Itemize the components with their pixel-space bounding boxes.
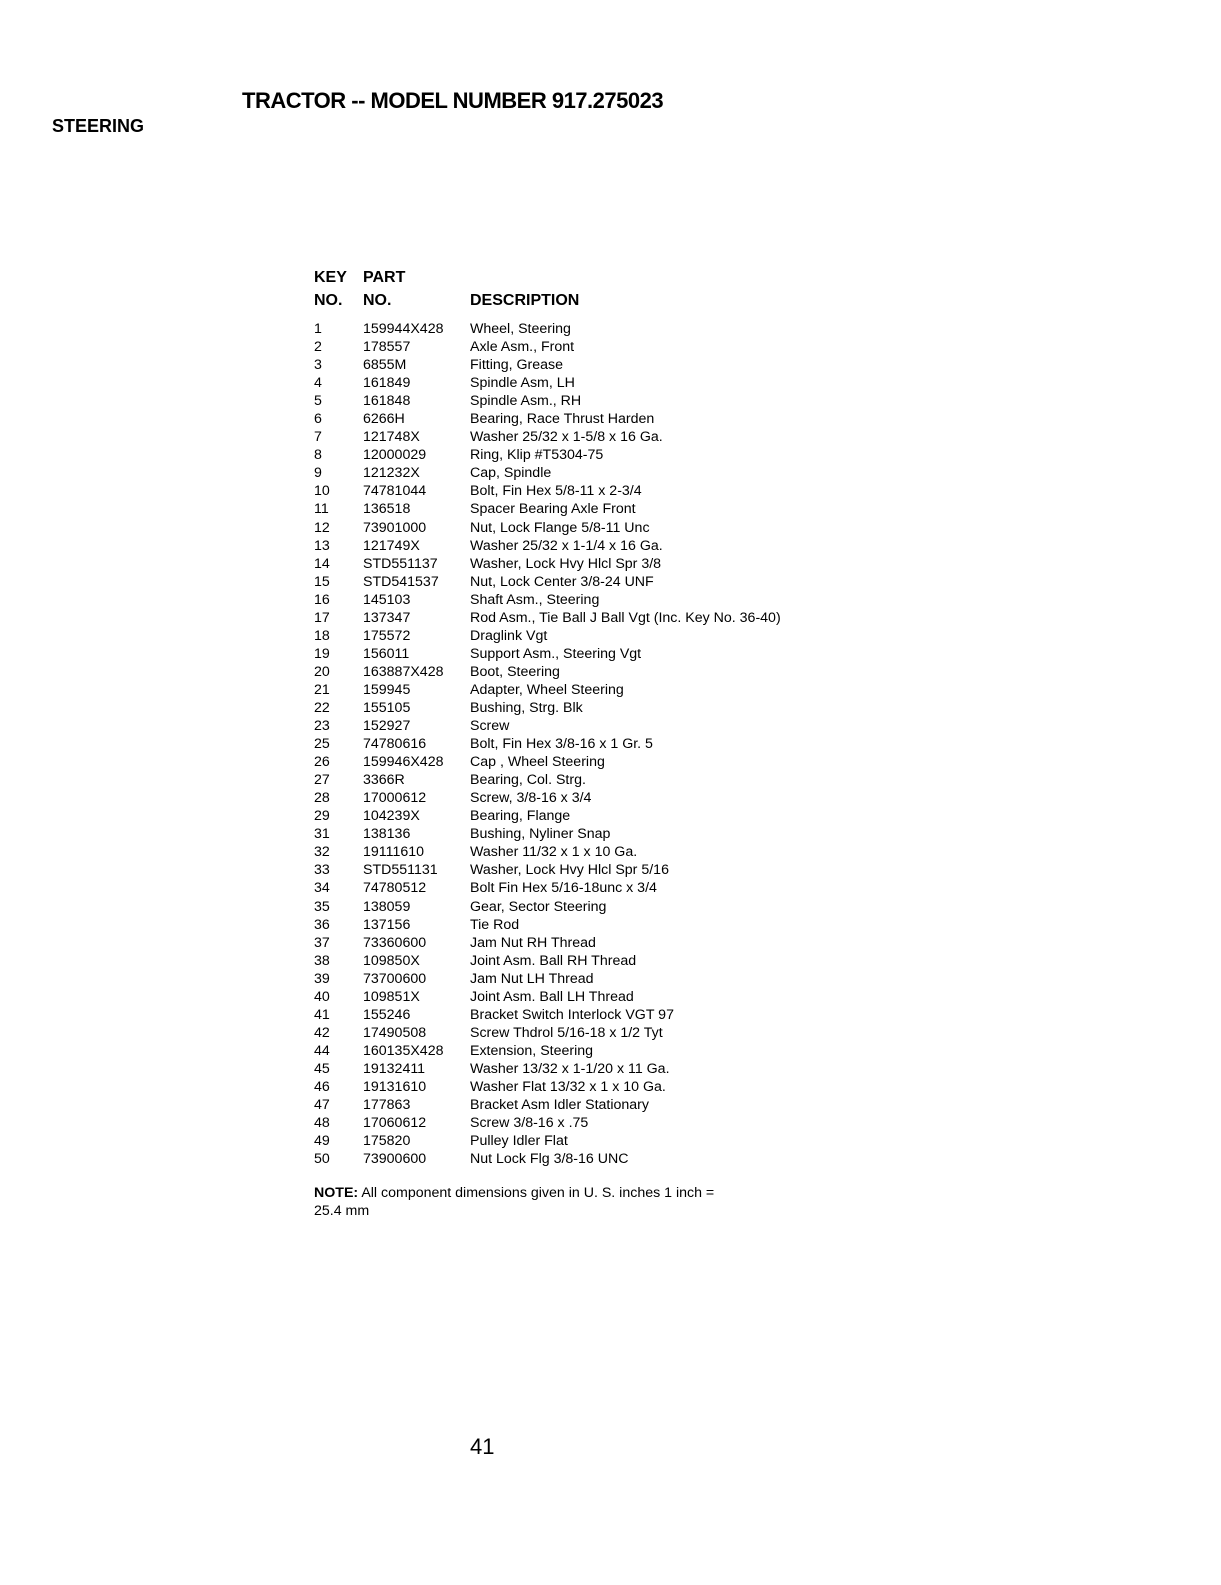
table-row xyxy=(314,537,954,555)
key-number: 41 xyxy=(314,1006,330,1023)
part-number: 145103 xyxy=(363,591,411,608)
part-description: Bearing, Race Thrust Harden xyxy=(470,411,655,428)
part-description: Washer 11/32 x 1 x 10 Ga. xyxy=(470,844,638,861)
part-number: 17000612 xyxy=(363,790,427,807)
table-row xyxy=(314,392,954,410)
key-number: 49 xyxy=(314,1133,330,1150)
table-row xyxy=(314,825,954,843)
part-description: Fitting, Grease xyxy=(470,357,564,374)
table-row xyxy=(314,428,954,446)
key-number: 27 xyxy=(314,772,330,789)
part-number: 163887X428 xyxy=(363,663,444,680)
table-row xyxy=(314,1150,954,1168)
key-number: 39 xyxy=(314,970,330,987)
table-row xyxy=(314,338,954,356)
parts-list xyxy=(314,320,954,1168)
part-number: 121232X xyxy=(363,465,420,482)
table-row xyxy=(314,1060,954,1078)
part-number: 136518 xyxy=(363,501,411,518)
key-number: 9 xyxy=(314,465,322,482)
part-number: 175820 xyxy=(363,1133,411,1150)
key-number: 44 xyxy=(314,1042,330,1059)
part-description: Draglink Vgt xyxy=(470,627,548,644)
part-number: 19132411 xyxy=(363,1060,426,1077)
part-description: Nut, Lock Center 3/8-24 UNF xyxy=(470,573,654,590)
part-number: 155105 xyxy=(363,699,411,716)
part-number: 19131610 xyxy=(363,1078,427,1095)
part-description: Bolt Fin Hex 5/16-18unc x 3/4 xyxy=(470,880,657,897)
part-description: Boot, Steering xyxy=(470,663,560,680)
table-row xyxy=(314,1042,954,1060)
table-row xyxy=(314,988,954,1006)
part-description: Screw xyxy=(470,718,510,735)
key-number: 7 xyxy=(314,429,322,446)
key-number: 1 xyxy=(314,321,322,337)
key-number: 47 xyxy=(314,1097,330,1114)
note-label: NOTE: xyxy=(314,1185,359,1201)
part-description: Bracket Asm Idler Stationary xyxy=(470,1097,649,1114)
part-number: STD551137 xyxy=(363,555,438,572)
part-number: 155246 xyxy=(363,1006,411,1023)
part-description: Jam Nut LH Thread xyxy=(470,970,594,987)
key-number: 22 xyxy=(314,699,330,716)
part-description: Jam Nut RH Thread xyxy=(470,934,596,951)
part-description: Gear, Sector Steering xyxy=(470,898,607,915)
part-number: 17490508 xyxy=(363,1024,427,1041)
part-number: 109850X xyxy=(363,952,420,969)
part-description: Wheel, Steering xyxy=(470,321,571,337)
part-description: Nut Lock Flg 3/8-16 UNC xyxy=(470,1151,629,1168)
part-description: Cap, Spindle xyxy=(470,465,552,482)
key-number: 20 xyxy=(314,663,330,680)
table-row xyxy=(314,663,954,681)
part-number: 138136 xyxy=(363,826,411,843)
key-number: 25 xyxy=(314,736,330,753)
table-row xyxy=(314,573,954,591)
part-description: Screw, 3/8-16 x 3/4 xyxy=(470,790,592,807)
key-number: 34 xyxy=(314,880,330,897)
part-description: Bolt, Fin Hex 5/8-11 x 2-3/4 xyxy=(470,483,642,500)
table-row xyxy=(314,753,954,771)
part-description: Shaft Asm., Steering xyxy=(470,591,600,608)
part-number: 137156 xyxy=(363,916,411,933)
part-description: Extension, Steering xyxy=(470,1042,594,1059)
key-number: 14 xyxy=(314,555,330,572)
part-description: Spindle Asm., RH xyxy=(470,393,582,410)
key-number: 12 xyxy=(314,519,330,536)
table-row xyxy=(314,970,954,988)
table-row xyxy=(314,771,954,789)
key-number: 5 xyxy=(314,393,322,410)
part-number: 161848 xyxy=(363,393,411,410)
part-description: Spacer Bearing Axle Front xyxy=(470,501,636,518)
table-row xyxy=(314,410,954,428)
key-number: 18 xyxy=(314,627,330,644)
part-description: Screw Thdrol 5/16-18 x 1/2 Tyt xyxy=(470,1024,663,1041)
part-number: 73360600 xyxy=(363,934,427,951)
part-number: STD551131 xyxy=(363,862,438,879)
section-title: STEERING xyxy=(52,116,145,136)
note xyxy=(314,1184,734,1220)
part-description: Screw 3/8-16 x .75 xyxy=(470,1115,589,1132)
part-description: Ring, Klip #T5304-75 xyxy=(470,447,604,464)
part-description: Support Asm., Steering Vgt xyxy=(470,645,642,662)
table-row xyxy=(314,1096,954,1114)
key-number: 17 xyxy=(314,609,330,626)
part-number: 74780616 xyxy=(363,736,427,753)
part-description: Washer, Lock Hvy Hlcl Spr 3/8 xyxy=(470,555,662,572)
part-description: Bushing, Nyliner Snap xyxy=(470,826,611,843)
table-row xyxy=(314,681,954,699)
table-row xyxy=(314,482,954,500)
key-number: 38 xyxy=(314,952,330,969)
table-row xyxy=(314,789,954,807)
part-number: 74780512 xyxy=(363,880,427,897)
key-number: 37 xyxy=(314,934,330,951)
part-description: Pulley Idler Flat xyxy=(470,1133,568,1150)
table-row xyxy=(314,500,954,518)
key-number: 8 xyxy=(314,447,322,464)
part-description: Washer 25/32 x 1-1/4 x 16 Ga. xyxy=(470,537,663,554)
part-number: 175572 xyxy=(363,627,411,644)
part-number: 121749X xyxy=(363,537,420,554)
part-number: 6266H xyxy=(363,411,405,428)
key-number: 29 xyxy=(314,808,330,825)
table-row xyxy=(314,464,954,482)
part-number: 159944X428 xyxy=(363,321,444,337)
part-number: 156011 xyxy=(363,645,410,662)
key-number: 33 xyxy=(314,862,330,879)
part-number: 159945 xyxy=(363,681,411,698)
key-number: 23 xyxy=(314,718,330,735)
key-number: 6 xyxy=(314,411,322,428)
key-number: 3 xyxy=(314,357,322,374)
key-number: 45 xyxy=(314,1060,330,1077)
part-description: Washer, Lock Hvy Hlcl Spr 5/16 xyxy=(470,862,669,879)
part-description: Bearing, Flange xyxy=(470,808,571,825)
part-description: Washer 25/32 x 1-5/8 x 16 Ga. xyxy=(470,429,663,446)
part-number: 73900600 xyxy=(363,1151,427,1168)
table-row xyxy=(314,916,954,934)
table-row xyxy=(314,699,954,717)
table-row xyxy=(314,1132,954,1150)
part-number: 6855M xyxy=(363,357,407,374)
part-no-header-line1: PART xyxy=(363,269,406,286)
table-row xyxy=(314,320,954,338)
table-row xyxy=(314,861,954,879)
table-row xyxy=(314,374,954,392)
table-row xyxy=(314,1024,954,1042)
part-number: 121748X xyxy=(363,429,420,446)
part-description: Cap , Wheel Steering xyxy=(470,754,605,771)
part-description: Bracket Switch Interlock VGT 97 xyxy=(470,1006,674,1023)
table-row xyxy=(314,843,954,861)
part-number: 3366R xyxy=(363,772,405,789)
key-no-header-line1: KEY xyxy=(314,269,347,286)
part-description: Nut, Lock Flange 5/8-11 Unc xyxy=(470,519,650,536)
part-number: 152927 xyxy=(363,718,411,735)
part-number: 104239X xyxy=(363,808,420,825)
key-number: 50 xyxy=(314,1151,330,1168)
description-header: DESCRIPTION xyxy=(470,292,580,309)
part-description: Joint Asm. Ball LH Thread xyxy=(470,988,634,1005)
part-number: 73901000 xyxy=(363,519,427,536)
table-row xyxy=(314,609,954,627)
table-row xyxy=(314,807,954,825)
key-number: 46 xyxy=(314,1078,330,1095)
key-number: 19 xyxy=(314,645,330,662)
key-number: 42 xyxy=(314,1024,330,1041)
part-description: Bushing, Strg. Blk xyxy=(470,699,583,716)
part-description: Bolt, Fin Hex 3/8-16 x 1 Gr. 5 xyxy=(470,736,653,753)
part-number: 109851X xyxy=(363,988,420,1005)
part-number: 74781044 xyxy=(363,483,427,500)
key-number: 16 xyxy=(314,591,330,608)
part-number: 160135X428 xyxy=(363,1042,444,1059)
key-number: 21 xyxy=(314,681,330,698)
table-row xyxy=(314,645,954,663)
table-row xyxy=(314,627,954,645)
table-row xyxy=(314,1078,954,1096)
key-number: 11 xyxy=(314,501,329,518)
table-row xyxy=(314,1006,954,1024)
part-number: STD541537 xyxy=(363,573,439,590)
part-description: Washer 13/32 x 1-1/20 x 11 Ga. xyxy=(470,1060,670,1077)
part-number: 12000029 xyxy=(363,447,427,464)
part-number: 161849 xyxy=(363,375,411,392)
table-row xyxy=(314,356,954,374)
page-title: TRACTOR -- MODEL NUMBER 917.275023 xyxy=(242,88,664,113)
part-description: Spindle Asm, LH xyxy=(470,375,575,392)
table-row xyxy=(314,519,954,537)
table-row xyxy=(314,1114,954,1132)
key-number: 48 xyxy=(314,1115,330,1132)
part-description: Joint Asm. Ball RH Thread xyxy=(470,952,637,969)
table-row xyxy=(314,555,954,573)
part-description: Rod Asm., Tie Ball J Ball Vgt (Inc. Key No. 36-40) xyxy=(470,609,781,626)
note-text: All component dimensions given in U. S. inches 1 inch = 25.4 mm xyxy=(314,1185,715,1219)
table-row xyxy=(314,446,954,464)
table-row xyxy=(314,717,954,735)
part-description: Bearing, Col. Strg. xyxy=(470,772,586,789)
table-row xyxy=(314,934,954,952)
part-description: Tie Rod xyxy=(470,916,520,933)
key-number: 35 xyxy=(314,898,330,915)
key-number: 32 xyxy=(314,844,330,861)
key-number: 2 xyxy=(314,339,322,356)
part-number: 19111610 xyxy=(363,844,425,861)
key-number: 36 xyxy=(314,916,330,933)
table-row xyxy=(314,735,954,753)
key-number: 10 xyxy=(314,483,330,500)
table-row xyxy=(314,952,954,970)
key-number: 28 xyxy=(314,790,330,807)
part-number: 17060612 xyxy=(363,1115,427,1132)
key-number: 31 xyxy=(314,826,330,843)
part-number: 177863 xyxy=(363,1097,411,1114)
part-number: 159946X428 xyxy=(363,754,444,771)
key-no-header-line2: NO. xyxy=(314,292,343,309)
part-number: 178557 xyxy=(363,339,411,356)
part-description: Axle Asm., Front xyxy=(470,339,575,356)
part-description: Washer Flat 13/32 x 1 x 10 Ga. xyxy=(470,1078,666,1095)
table-row xyxy=(314,591,954,609)
key-number: 13 xyxy=(314,537,330,554)
part-no-header-line2: NO. xyxy=(363,292,392,309)
key-number: 4 xyxy=(314,375,322,392)
part-number: 73700600 xyxy=(363,970,427,987)
key-number: 40 xyxy=(314,988,330,1005)
table-row xyxy=(314,898,954,916)
part-number: 138059 xyxy=(363,898,411,915)
table-row xyxy=(314,879,954,897)
part-number: 137347 xyxy=(363,609,411,626)
key-number: 26 xyxy=(314,754,330,771)
part-description: Adapter, Wheel Steering xyxy=(470,681,624,698)
key-number: 15 xyxy=(314,573,330,590)
page-number: 41 xyxy=(470,1434,495,1459)
